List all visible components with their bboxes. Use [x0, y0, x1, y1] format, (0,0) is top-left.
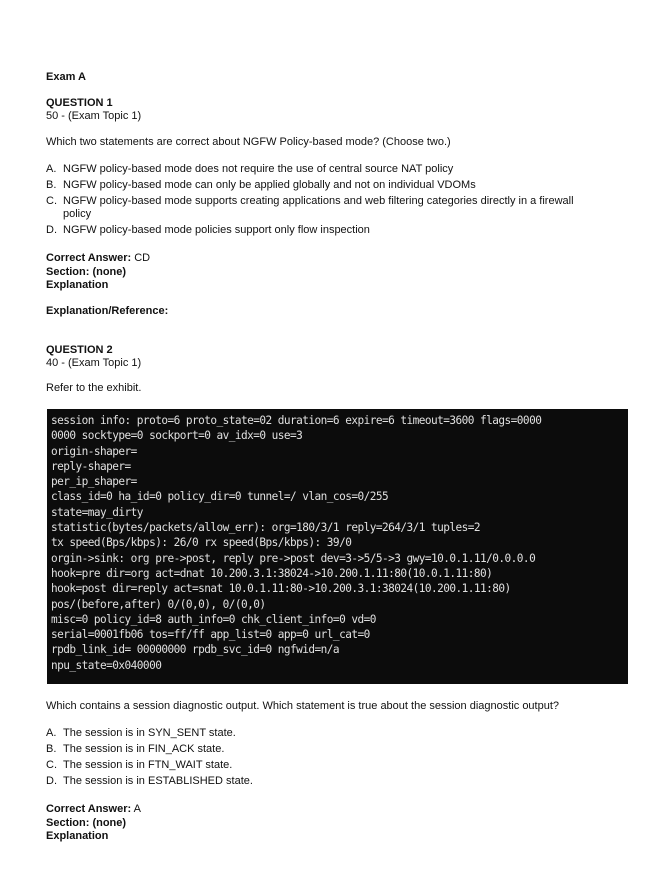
exhibit-line: pos/(before,after) 0/(0,0), 0/(0,0) [51, 597, 266, 611]
exhibit-line: statistic(bytes/packets/allow_err): org=180/3/1 reply=264/3/1 tuples=2 [51, 521, 481, 535]
option-text: The session is in FTN_WAIT state. [63, 759, 233, 771]
question-2-title: QUESTION 2 [46, 344, 113, 356]
question-2-prompt: Which contains a session diagnostic output. Which statement is true about the session diagnostic output? [46, 700, 560, 712]
exhibit-line: misc=0 policy_id=8 auth_info=0 chk_client_info=0 vd=0 [51, 612, 376, 626]
q1-option-d [46, 224, 606, 237]
option-letter: D. [46, 775, 57, 787]
exhibit-line: orgin->sink: org pre->post, reply pre->post dev=3->5/5->3 gwy=10.0.1.11/0.0.0.0 [51, 551, 536, 565]
question-1-title: QUESTION 1 [46, 97, 113, 109]
option-text: The session is in SYN_SENT state. [63, 727, 236, 739]
question-2-topic: 40 - (Exam Topic 1) [46, 357, 142, 369]
answer-label: Correct Answer: [46, 252, 132, 264]
option-letter: B. [46, 743, 57, 755]
exhibit-line: state=may_dirty [51, 505, 143, 519]
option-text: NGFW policy-based mode can only be applied globally and not on individual VDOMs [63, 179, 476, 191]
option-letter: A. [46, 163, 57, 175]
exam-title: Exam A [46, 71, 86, 83]
exhibit-line: tx speed(Bps/kbps): 26/0 rx speed(Bps/kbps): 39/0 [51, 536, 352, 550]
option-letter: A. [46, 727, 57, 739]
q1-option-b [46, 179, 606, 192]
option-letter: D. [46, 224, 57, 236]
exhibit-line: origin-shaper= [51, 444, 137, 458]
session-diagnostic-exhibit [47, 409, 628, 684]
answer-value: A [133, 803, 141, 815]
q2-option-d [46, 775, 606, 788]
exhibit-line: serial=0001fb06 tos=ff/ff app_list=0 app=0 url_cat=0 [51, 628, 370, 642]
exhibit-line: hook=pre dir=org act=dnat 10.200.3.1:38024->10.200.1.11:80(10.0.1.11:80) [51, 566, 493, 580]
q2-option-b [46, 743, 606, 756]
exhibit-line: class_id=0 ha_id=0 policy_dir=0 tunnel=/ vlan_cos=0/255 [51, 490, 389, 504]
q1-explanation: Explanation [46, 279, 109, 291]
q1-correct-answer [46, 252, 150, 265]
q2-correct-answer [46, 803, 141, 816]
question-1-prompt: Which two statements are correct about NGFW Policy-based mode? (Choose two.) [46, 136, 451, 148]
exhibit-line: npu_state=0x040000 [51, 658, 162, 672]
answer-value: CD [134, 252, 151, 264]
exhibit-line: session info: proto=6 proto_state=02 duration=6 expire=6 timeout=3600 flags=0000 [51, 414, 542, 427]
option-text: The session is in ESTABLISHED state. [63, 775, 253, 787]
q2-section: Section: (none) [46, 817, 127, 829]
q1-explanation-reference: Explanation/Reference: [46, 305, 169, 317]
q1-section: Section: (none) [46, 266, 127, 278]
q1-option-c [46, 195, 606, 221]
option-text: NGFW policy-based mode policies support only flow inspection [63, 224, 370, 236]
option-text: NGFW policy-based mode does not require the use of central source NAT policy [63, 163, 454, 175]
q1-option-a [46, 163, 606, 176]
exhibit-line: reply-shaper= [51, 459, 131, 473]
q2-option-a [46, 727, 606, 740]
exhibit-line: per_ip_shaper= [51, 475, 137, 489]
option-text: NGFW policy-based mode supports creating applications and web filtering categories directly in a firewall policy [63, 195, 574, 220]
option-text: The session is in FIN_ACK state. [63, 743, 225, 755]
option-letter: C. [46, 195, 57, 207]
option-letter: B. [46, 179, 57, 191]
answer-label: Correct Answer: [46, 803, 132, 815]
q2-option-c [46, 759, 606, 772]
exhibit-line: 0000 socktype=0 sockport=0 av_idx=0 use=3 [51, 429, 303, 443]
question-2-refer: Refer to the exhibit. [46, 382, 142, 394]
exhibit-line: rpdb_link_id= 00000000 rpdb_svc_id=0 ngfwid=n/a [51, 643, 340, 657]
question-1-topic: 50 - (Exam Topic 1) [46, 110, 142, 122]
q2-explanation: Explanation [46, 830, 109, 842]
exhibit-line: hook=post dir=reply act=snat 10.0.1.11:80->10.200.3.1:38024(10.200.1.11:80) [51, 582, 511, 596]
option-letter: C. [46, 759, 57, 771]
